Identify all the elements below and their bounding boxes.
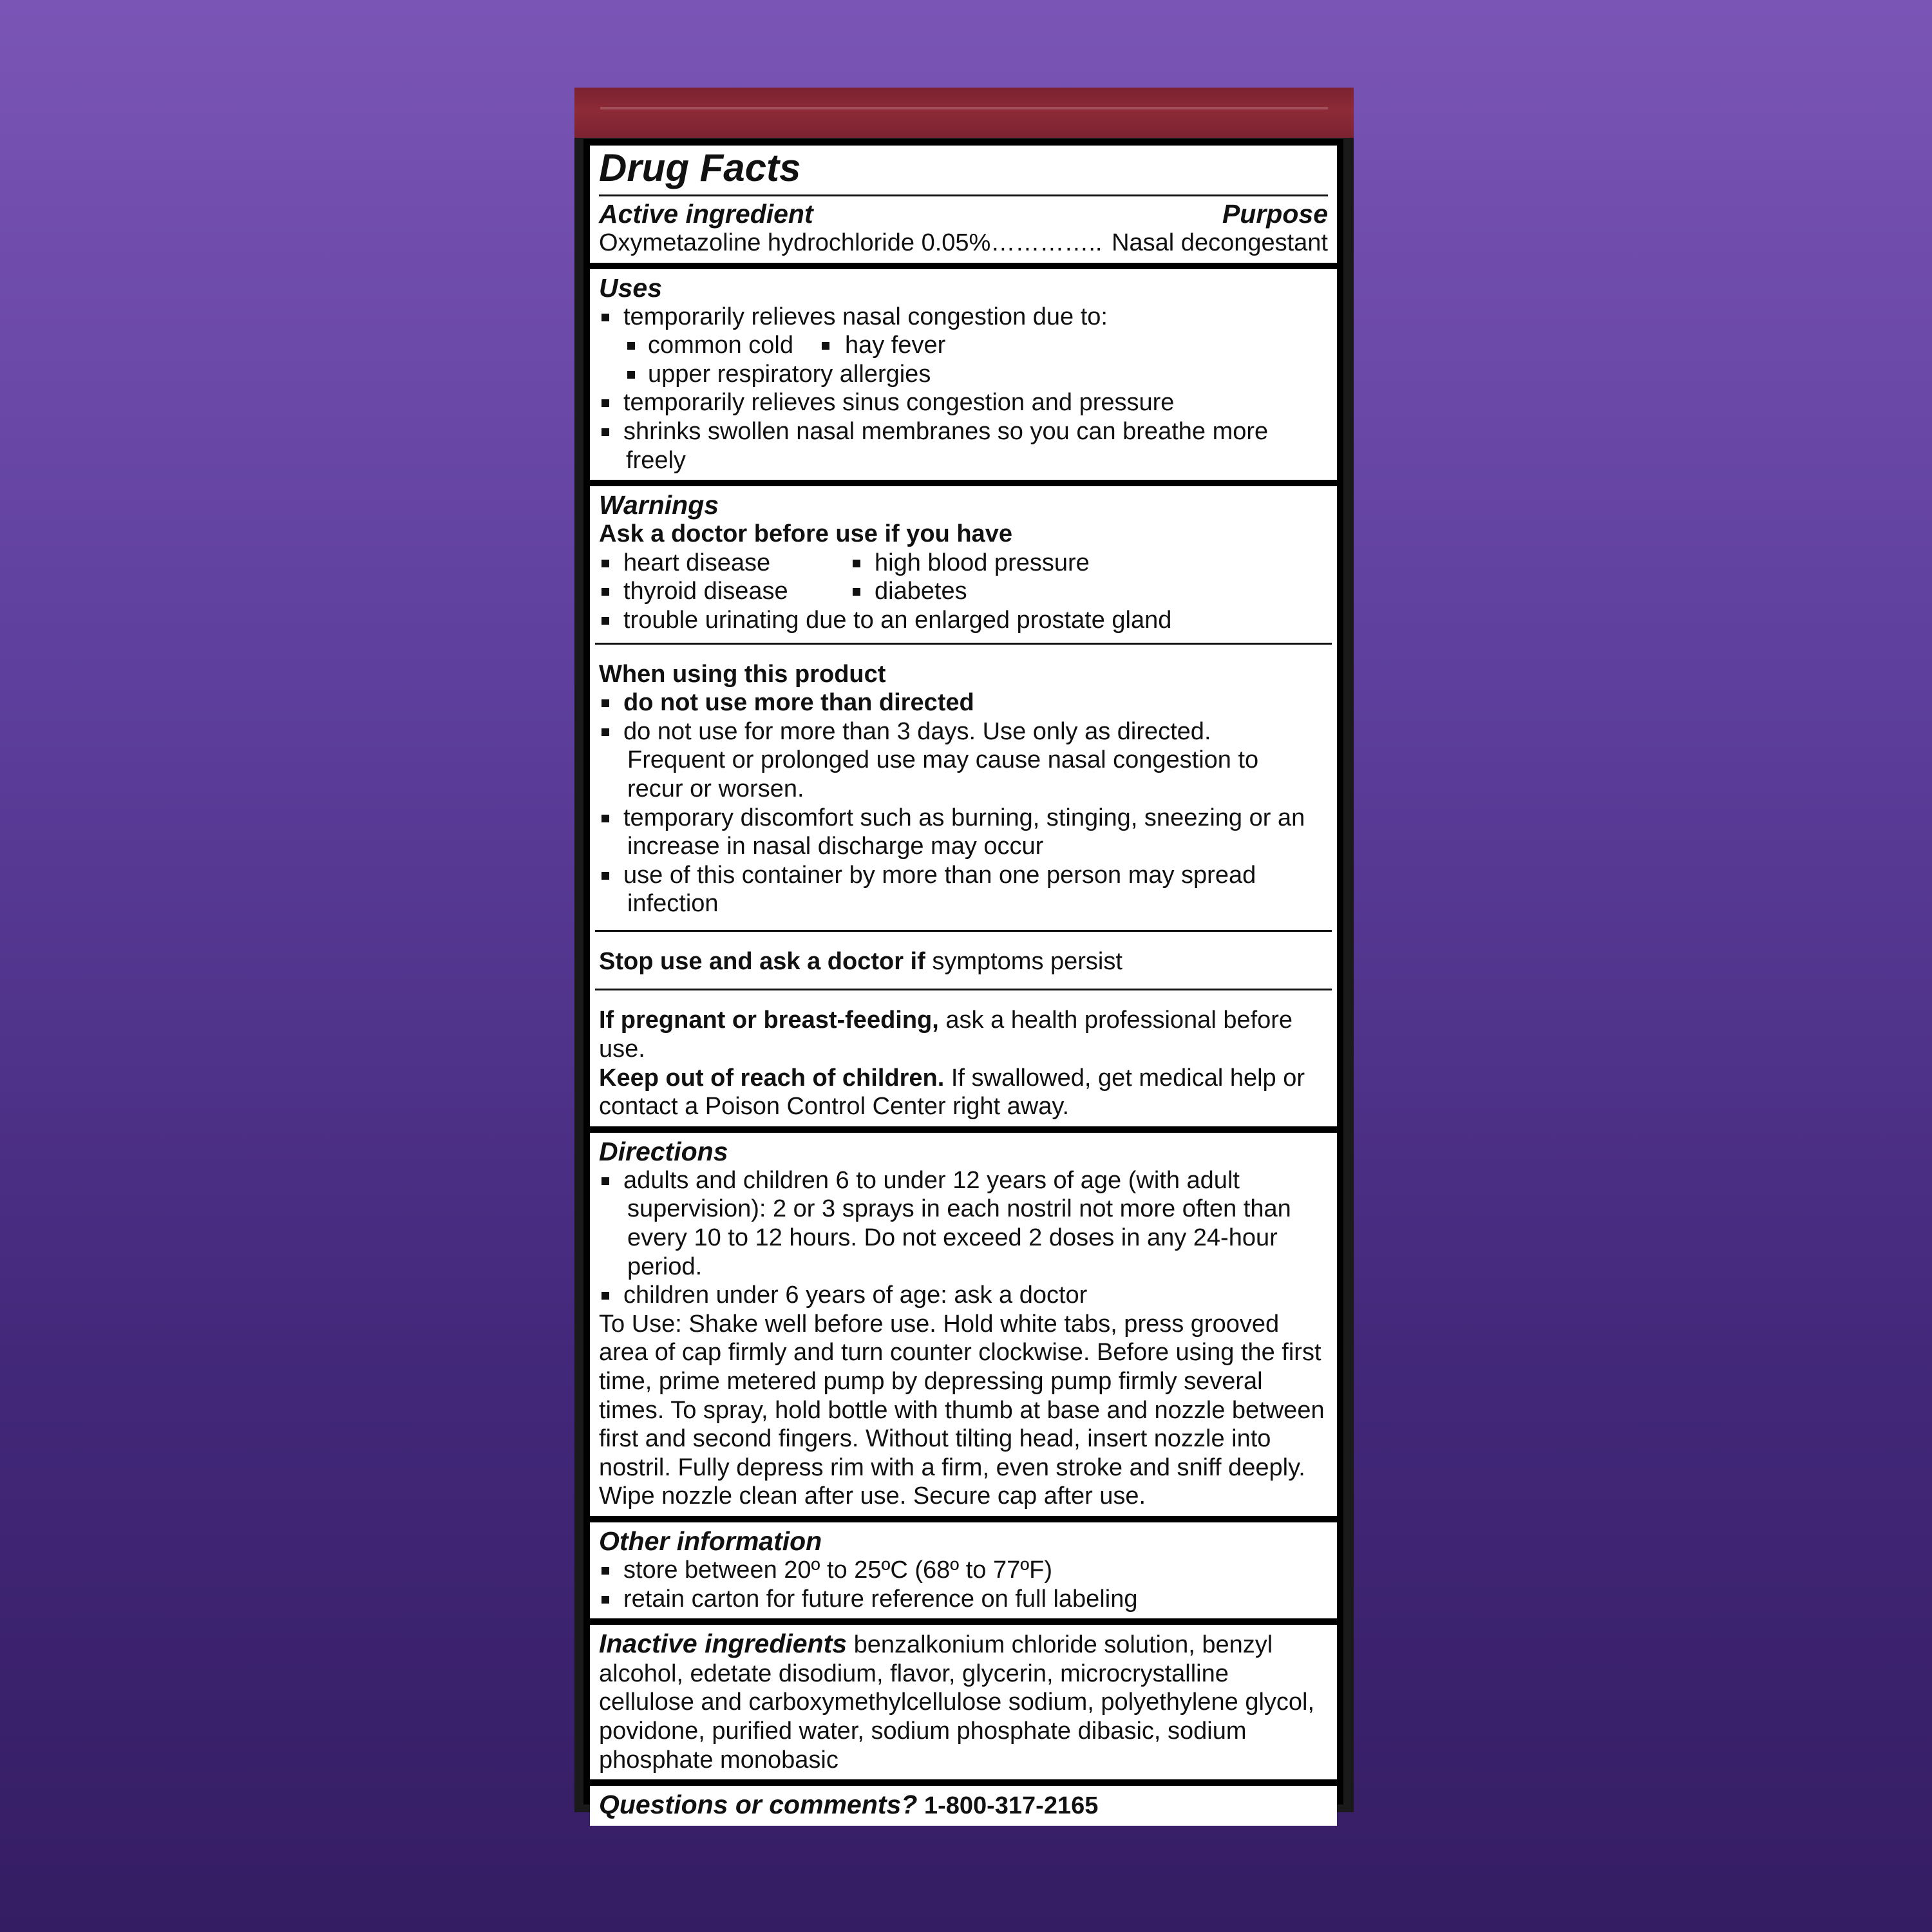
list-item: temporarily relieves nasal congestion due to: [599,303,1328,332]
stop-use-text [599,947,1328,976]
divider [595,989,1332,990]
sub-item-label: common cold [648,332,793,359]
active-header-row [599,199,1328,229]
list-item [599,717,1328,804]
other-info-section [590,1522,1337,1618]
list-item-continuation: every 10 to 12 hours. Do not exceed 2 doses in any 24-hour [627,1224,1278,1252]
conditions-row [599,577,1328,606]
list-item [599,331,1328,360]
list-item: children under 6 years of age: ask a doctor [599,1281,1328,1310]
list-item: trouble urinating due to an enlarged prostate gland [599,606,1328,635]
list-item-text: temporary discomfort such as burning, stinging, sneezing or an [623,804,1305,831]
list-item-text: do not use for more than 3 days. Use only as directed. [623,717,1211,745]
ingredient-purpose: Nasal decongestant [1112,229,1328,256]
pregnancy-rest: ask a health professional before use. [599,1007,1293,1063]
list-item [599,417,1328,475]
list-item: heart disease [599,549,850,578]
questions-heading: Questions or comments? [599,1790,918,1820]
inactive-ingredients-heading: Inactive ingredients [599,1629,848,1659]
list-item-text: shrinks swollen nasal membranes so you can breathe more [623,417,1269,445]
list-item: diabetes [850,577,967,606]
active-ingredient-section [590,146,1337,263]
list-item: thyroid disease [599,577,850,606]
inactive-ingredients-text [599,1629,1328,1774]
directions-section [590,1133,1337,1516]
conditions-list [599,549,1328,635]
list-item: retain carton for future reference on full labeling [599,1585,1328,1614]
list-item-continuation: infection [627,890,719,918]
list-item-continuation: Frequent or prolonged use may cause nasal congestion to [627,746,1259,774]
directions-list [599,1166,1328,1310]
active-ingredient-row [599,229,1328,258]
drug-facts-title: Drug Facts [599,146,1328,196]
list-item [599,1166,1328,1281]
warnings-section [590,486,1337,1126]
phone-number: 1-800-317-2165 [917,1792,1099,1820]
directions-heading: Directions [599,1136,728,1166]
list-item-text: use of this container by more than one person may spread [623,861,1256,889]
warnings-heading: Warnings [599,490,719,520]
purpose-heading: Purpose [1222,199,1328,229]
list-item-continuation: period. [627,1253,703,1280]
list-item: do not use more than directed [599,688,1328,717]
drug-facts-label [583,139,1343,1820]
conditions-row [599,549,1328,578]
list-item [599,804,1328,861]
when-using-heading: When using this product [599,660,886,688]
ask-doctor-heading: Ask a doctor before use if you have [599,520,1012,548]
list-item-text: adults and children 6 to under 12 years of age (with adult [623,1166,1240,1194]
divider [595,930,1332,932]
ingredient-name: Oxymetazoline hydrochloride 0.05%………….. [599,229,1103,256]
other-info-list [599,1556,1328,1613]
list-item: upper respiratory allergies [599,360,1328,389]
list-item-continuation: supervision): 2 or 3 sprays in each nostril not more often than [627,1195,1291,1223]
sub-item-label: hay fever [819,331,945,360]
list-item-continuation: increase in nasal discharge may occur [627,833,1044,860]
list-item [599,861,1328,918]
product-panel [574,88,1354,1820]
keep-out-bold: Keep out of reach of children. [599,1064,945,1092]
cap-shine [600,107,1328,109]
questions-section [590,1786,1337,1826]
inactive-ingredients-list: benzalkonium chloride solution, benzyl alcohol, edetate disodium, flavor, glycerin, microcrystalline cellulose and carboxymethylcellulose sodium, polyethylene glycol, povidone, purified water, sodium phosphate dibasic, sodium phosphate monobasic [599,1631,1315,1774]
to-use-text: To Use: Shake well before use. Hold white tabs, press grooved area of cap firmly and turn counter clockwise. Before using the first time, prime metered pump by depressing pump firmly several times. To spray, hold bottle with thumb at base and nozzle between first and second fingers. Without tilting head, insert nozzle into nostril. Fully depress rim with a firm, even stroke and sniff deeply. Wipe nozzle clean after use. Secure cap after use. [599,1310,1325,1510]
uses-heading: Uses [599,272,663,303]
bottle-cap-band [574,88,1354,138]
stop-use-rest: symptoms persist [925,947,1122,975]
questions-text [599,1790,1328,1821]
list-item: high blood pressure [850,549,1090,578]
list-item: temporarily relieves sinus congestion and pressure [599,388,1328,417]
list-item-continuation: recur or worsen. [627,775,804,802]
active-ingredient-heading: Active ingredient [599,199,813,229]
stop-use-bold: Stop use and ask a doctor if [599,947,925,975]
divider [595,643,1332,645]
keep-out-rest: If swallowed, get medical help or contact a Poison Control Center right away. [599,1064,1305,1121]
other-info-heading: Other information [599,1526,822,1556]
keep-out-text [599,1064,1328,1121]
pregnancy-text [599,1006,1328,1063]
uses-list [599,303,1328,475]
pregnancy-bold: If pregnant or breast-feeding, [599,1007,939,1034]
uses-section [590,269,1337,480]
list-item: store between 20º to 25ºC (68º to 77ºF) [599,1556,1328,1585]
when-using-list [599,688,1328,918]
list-item-continuation: freely [626,446,686,474]
inactive-ingredients-section [590,1625,1337,1779]
